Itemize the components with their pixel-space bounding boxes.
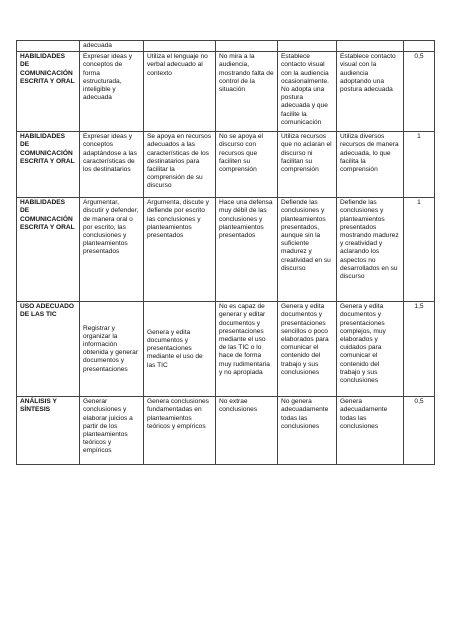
criterion-cell: HABILIDADES DE COMUNICACIÓN ESCRITA Y ORAL (17, 132, 80, 198)
score-cell: 1 (404, 198, 435, 302)
level-mid-cell: Utiliza recursos que no aclaran el discurso ni facilitan su comprensión (278, 132, 337, 198)
score-cell: 1,5 (404, 302, 435, 397)
level-low-cell: No extrae conclusiones (216, 397, 278, 465)
table-row (17, 41, 435, 52)
level-mid-cell (278, 41, 337, 52)
criterion-cell: HABILIDADES DE COMUNICACIÓN ESCRITA Y ORAL (17, 198, 80, 302)
level-high-cell: Genera y edita documentos y presentaciones complejos, muy elaborados y cuidados para comunicar el contenido del trabajo y sus conclusiones (337, 302, 404, 397)
level-mid-cell: No genera adecuadamente todas las conclusiones (278, 397, 337, 465)
competence-cell: Argumentar, discutir y defender, de manera oral o por escrito, las conclusiones y planteamientos presentados (80, 198, 144, 302)
indicator-cell: Genera conclusiones fundamentadas en planteamientos teóricos y empíricos (144, 397, 216, 465)
table-row (17, 132, 435, 198)
indicator-cell: Argumenta, discute y defiende por escrito las conclusiones y planteamientos presentados (144, 198, 216, 302)
indicator-cell: Genera y edita documentos y presentaciones mediante el uso de las TIC (144, 302, 216, 397)
table-row (17, 397, 435, 465)
indicator-cell: Utiliza el lenguaje no verbal adecuado al contexto (144, 52, 216, 132)
criterion-cell: HABILIDADES DE COMUNICACIÓN ESCRITA Y ORAL (17, 52, 80, 132)
competence-cell: Expresar ideas y conceptos adaptándose a las características de los destinatarios (80, 132, 144, 198)
competence-cell: Registrar y organizar la información obtenida y generar documentos y presentaciones (80, 302, 144, 397)
level-low-cell: Hace una defensa muy débil de las conclusiones y planteamientos presentados (216, 198, 278, 302)
level-high-cell: Utiliza diversos recursos de manera adecuada, lo que facilita la comprensión (337, 132, 404, 198)
criterion-cell: USO ADECUADO DE LAS TIC (17, 302, 80, 397)
level-high-cell: Establece contacto visual con la audiencia adoptando una postura adecuada (337, 52, 404, 132)
level-high-cell (337, 41, 404, 52)
table-row (17, 302, 435, 397)
level-low-cell (216, 41, 278, 52)
level-mid-cell: Genera y edita documentos y presentaciones sencillos o poco elaborados para comunicar el contenido del trabajo y sus conclusiones (278, 302, 337, 397)
criterion-cell: ANÁLISIS Y SÍNTESIS (17, 397, 80, 465)
score-cell (404, 41, 435, 52)
level-low-cell: No es capaz de generar y editar documentos y presentaciones mediante el uso de las TIC o lo hace de forma muy rudimentaria y no apropiada (216, 302, 278, 397)
level-mid-cell: Establece contacto visual con la audiencia ocasionalmente. No adopta una postura adecuada y que facilite la comunicación (278, 52, 337, 132)
score-cell: 1 (404, 132, 435, 198)
criterion-cell (17, 41, 80, 52)
competence-cell: adecuada (80, 41, 144, 52)
level-high-cell: Defiende las conclusiones y planteamientos presentados mostrando madurez y creatividad y aclarando los aspectos no desarrollados en su discurso (337, 198, 404, 302)
score-cell: 0,5 (404, 52, 435, 132)
level-high-cell: Genera adecuadamente todas las conclusiones (337, 397, 404, 465)
level-mid-cell: Defiende las conclusiones y planteamientos presentados, aunque sin la suficiente madurez y creatividad en su discurso (278, 198, 337, 302)
table-row (17, 52, 435, 132)
indicator-cell: Se apoya en recursos adecuados a las características de los destinatarios para facilitar la comprensión de su discurso (144, 132, 216, 198)
table-row (17, 198, 435, 302)
competence-cell: Expresar ideas y conceptos de forma estructurada, inteligible y adecuada (80, 52, 144, 132)
level-low-cell: No se apoya el discurso con recursos que faciliten su comprensión (216, 132, 278, 198)
rubric-table (16, 40, 435, 465)
competence-cell: Generar conclusiones y elaborar juicios a partir de los planteamientos teóricos y empíricos (80, 397, 144, 465)
level-low-cell: No mira a la audiencia, mostrando falta de control de la situación (216, 52, 278, 132)
score-cell: 0,5 (404, 397, 435, 465)
indicator-cell (144, 41, 216, 52)
